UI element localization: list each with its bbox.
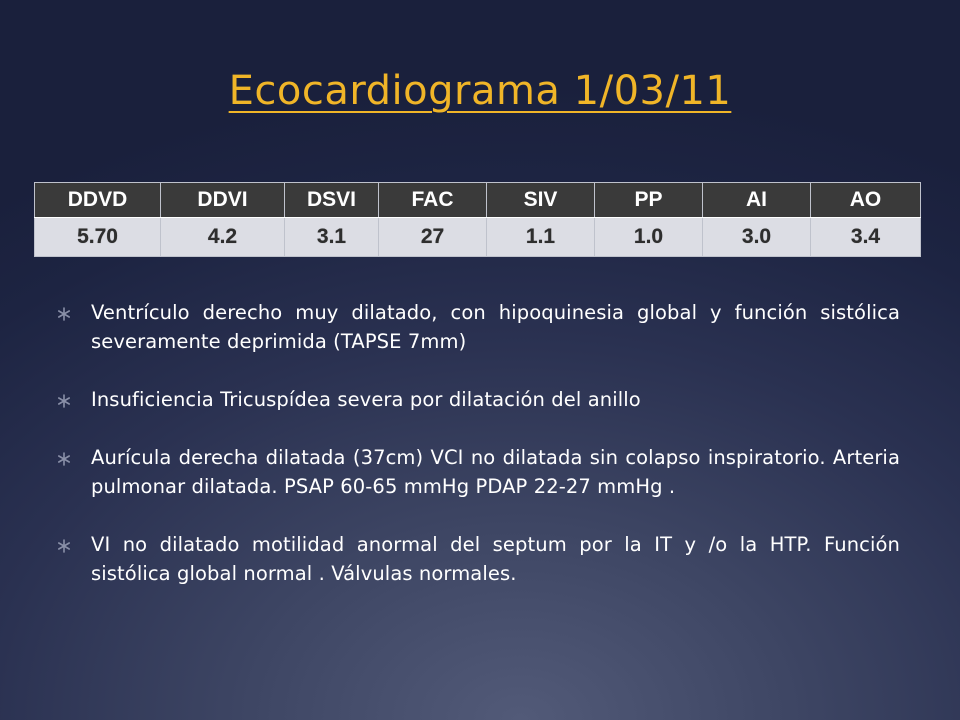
header-cell-ao: AO xyxy=(811,183,921,218)
list-item-text: Insuficiencia Tricuspídea severa por dilatación del anillo xyxy=(91,388,641,411)
asterisk-bullet-icon xyxy=(56,299,72,326)
table-header-row xyxy=(35,183,921,218)
list-item-text: Aurícula derecha dilatada (37cm) VCI no dilatada sin colapso inspiratorio. Arteria pulmonar dilatada. PSAP 60-65 mmHg PDAP 22-27 mmHg . xyxy=(91,446,900,498)
slide-title xyxy=(0,68,960,114)
echocardiogram-table xyxy=(34,182,921,257)
slide-title-text: Ecocardiograma 1/03/11 xyxy=(228,68,732,114)
findings-list xyxy=(56,298,900,617)
list-item xyxy=(56,385,900,414)
header-cell-pp: PP xyxy=(595,183,703,218)
value-cell-ddvd: 5.70 xyxy=(35,218,161,257)
list-item xyxy=(56,298,900,356)
asterisk-bullet-icon xyxy=(56,531,72,558)
header-cell-fac: FAC xyxy=(379,183,487,218)
value-cell-fac: 27 xyxy=(379,218,487,257)
value-cell-ao: 3.4 xyxy=(811,218,921,257)
value-cell-dsvi: 3.1 xyxy=(285,218,379,257)
header-cell-ddvd: DDVD xyxy=(35,183,161,218)
value-cell-ddvi: 4.2 xyxy=(161,218,285,257)
header-cell-dsvi: DSVI xyxy=(285,183,379,218)
table-row xyxy=(35,218,921,257)
asterisk-bullet-icon xyxy=(56,444,72,471)
asterisk-bullet-icon xyxy=(56,386,72,413)
list-item xyxy=(56,443,900,501)
value-cell-siv: 1.1 xyxy=(487,218,595,257)
list-item xyxy=(56,530,900,588)
header-cell-ai: AI xyxy=(703,183,811,218)
list-item-text: Ventrículo derecho muy dilatado, con hipoquinesia global y función sistólica severamente deprimida (TAPSE 7mm) xyxy=(91,301,900,353)
list-item-text: VI no dilatado motilidad anormal del septum por la IT y /o la HTP. Función sistólica global normal . Válvulas normales. xyxy=(91,533,900,585)
header-cell-ddvi: DDVI xyxy=(161,183,285,218)
header-cell-siv: SIV xyxy=(487,183,595,218)
value-cell-pp: 1.0 xyxy=(595,218,703,257)
value-cell-ai: 3.0 xyxy=(703,218,811,257)
